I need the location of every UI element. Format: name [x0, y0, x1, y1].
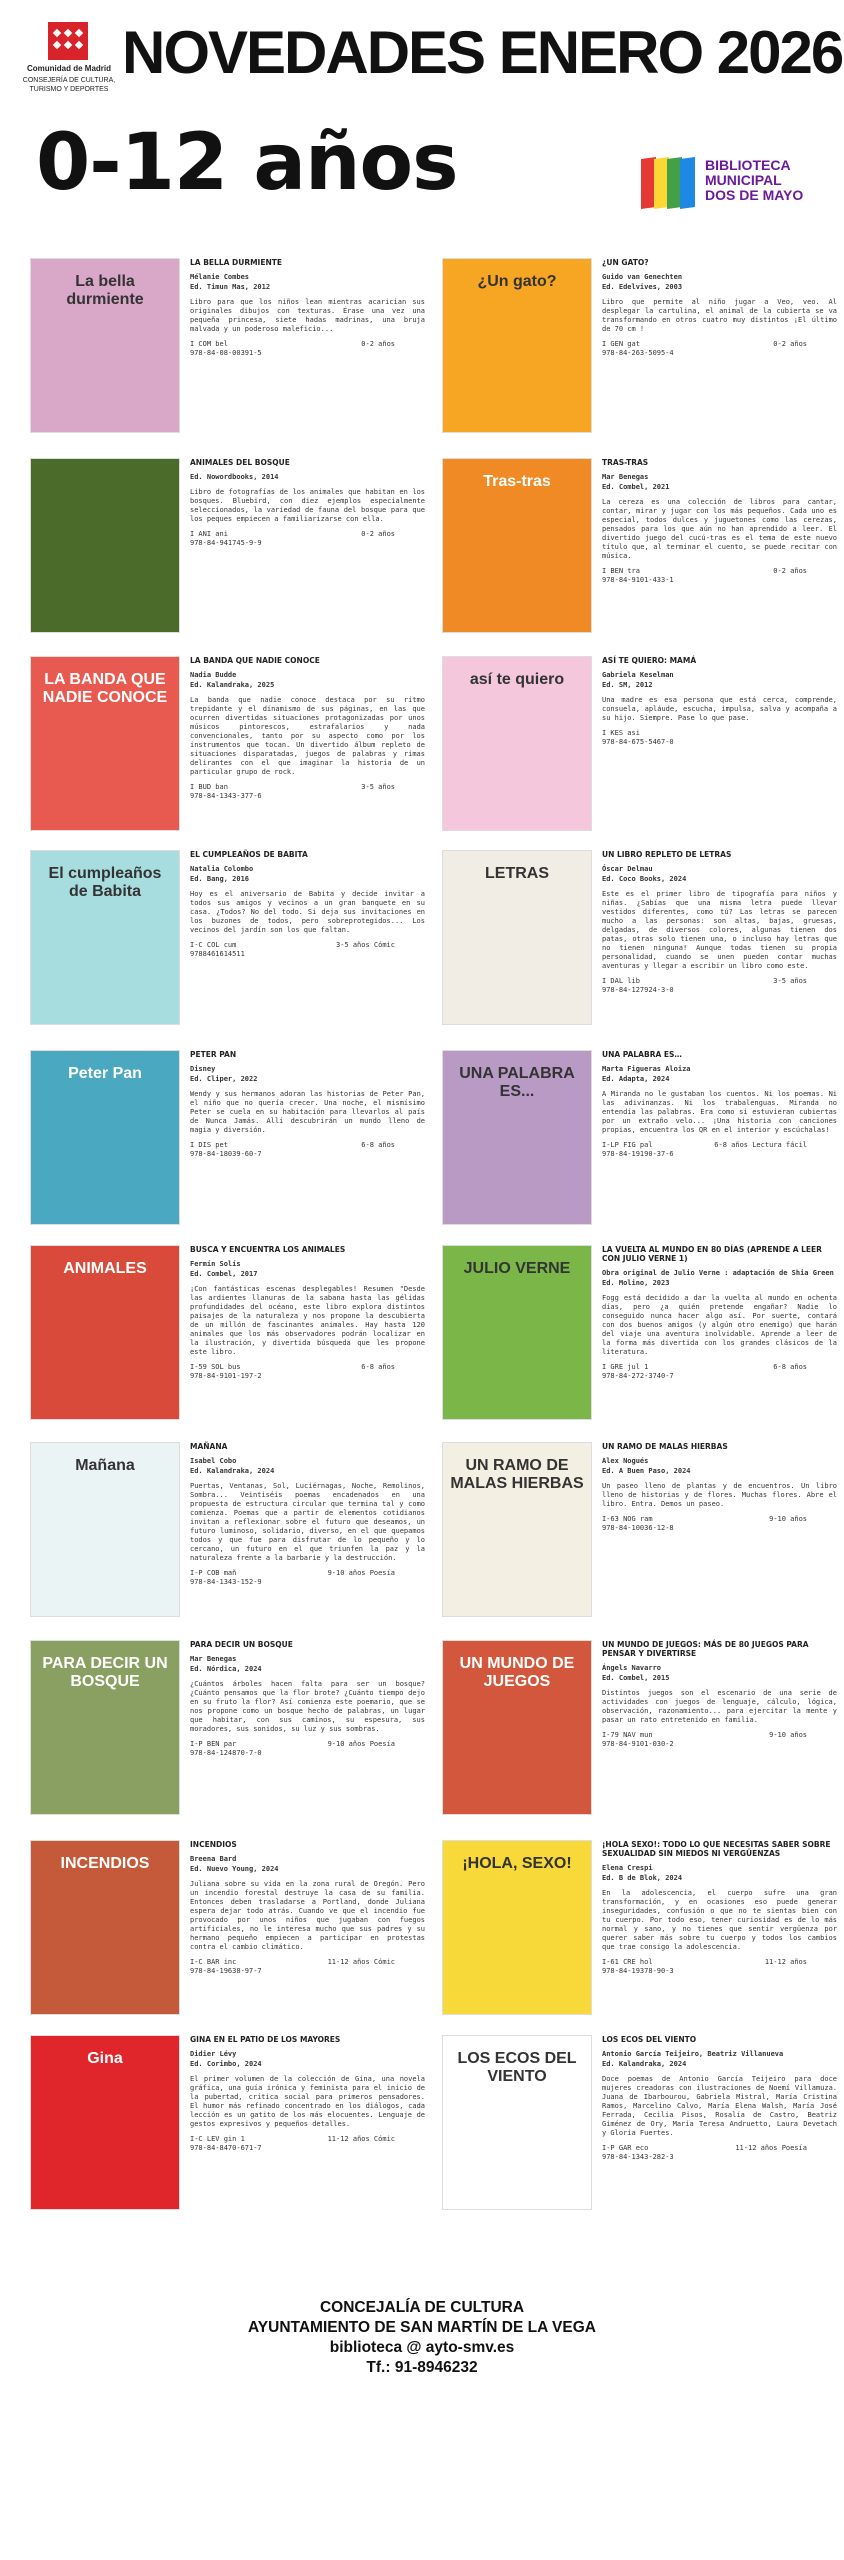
book-info	[602, 850, 837, 995]
book-age: 9-10 años Poesía	[327, 1740, 395, 1748]
book-description: Un paseo lleno de plantas y de encuentros. Un libro lleno de historias y de flores. Muchas flores. Abre el libro. Entra. Demos un paseo.	[602, 1482, 837, 1508]
book-info	[190, 1245, 425, 1381]
book-signature: I-C COL cum	[190, 941, 237, 949]
book-entry	[30, 458, 430, 643]
book-description: Libro de fotografías de los animales que habitan en los bosques. Bluebird, con diez ejemplos especialmente seleccionados, la variedad de fauna del bosque para que los peques empiecen a familiarizarse con ella.	[190, 488, 425, 523]
book-info	[190, 258, 425, 358]
book-cover	[442, 458, 592, 633]
book-signature: I BUD ban	[190, 783, 228, 791]
book-entry	[30, 1050, 430, 1235]
book-entry	[30, 2035, 430, 2220]
cover-title: Peter Pan	[68, 1065, 142, 1082]
book-info	[190, 1640, 425, 1758]
book-info	[602, 1840, 837, 1976]
book-description: Puertas, Ventanas, Sol, Luciérnagas, Noche, Remolinos, Sombra... Veintiséis poemas encadenados en una propuesta de estructura circular que termina tal y como comienza. Poemas que a partir de elementos cotidianos invitan a reflexionar sobre el futuro que deseamos, un futuro luminoso, solidario, diverso, en el que quepamos todos y que fue para disfrutar de lo pequeño y lo cercano, un futuro en el que triunfen la paz y la naturaleza frente a la barbarie y la destrucción.	[190, 1482, 425, 1562]
cover-title: UNA PALABRA ES...	[459, 1065, 575, 1100]
book-isbn: 9788461614511	[190, 950, 245, 958]
book-description: Este es el primer libro de tipografía para niños y niñas. ¿Sabías que una misma letra puede llevar vestidos diferentes, como tú? Las letras se parecen mucho a las personas: son altas, bajas, gruesas, delgadas, de diversos colores, algunas tienen dos patas, otras solo tienen una, o incluso hay letras que no tienen ninguna! Aunque todas tienen su propia personalidad, cuando se unen pueden contar muchas aventuras y llegar a escribir un libro como este.	[602, 890, 837, 970]
book-age: 9-10 años	[769, 1731, 807, 1739]
book-entry	[30, 850, 430, 1035]
book-title: UNA PALABRA ES…	[602, 1050, 682, 1059]
book-edition: Ed. Adapta, 2024	[602, 1075, 670, 1083]
book-cover	[442, 1442, 592, 1617]
comunidad-madrid-logo	[14, 22, 124, 112]
book-info	[602, 458, 837, 585]
book-author: Mar Benegas	[602, 473, 649, 481]
book-isbn: 978-84-9101-197-2	[190, 1372, 262, 1380]
book-signature: I-C LEV gin 1	[190, 2135, 245, 2143]
book-author: Nadia Budde	[190, 671, 237, 679]
book-entry	[442, 1442, 842, 1627]
book-author: Mélanie Combes	[190, 273, 250, 281]
book-author: Didier Lévy	[190, 2050, 237, 2058]
book-description: Distintos juegos son el escenario de una serie de actividades con juegos de lenguaje, cálculo, lógica, observación, razonamiento... para ejercitar la mente y pasar un rato entretenido en familia.	[602, 1689, 837, 1724]
book-age: 0-2 años	[361, 530, 395, 538]
cover-title: El cumpleaños de Babita	[48, 865, 162, 900]
book-age: 3-5 años	[361, 783, 395, 791]
book-signature: I-P COB mañ	[190, 1569, 237, 1577]
book-cover	[442, 1050, 592, 1225]
book-cover	[30, 1050, 180, 1225]
book-isbn: 978-84-941745-9-9	[190, 539, 262, 547]
book-cover	[30, 1245, 180, 1420]
book-author: Breena Bard	[190, 1855, 237, 1863]
cover-title: así te quiero	[469, 671, 565, 688]
book-entry	[442, 656, 842, 841]
book-description: A Miranda no le gustaban los cuentos. Ni los poemas. Ni las adivinanzas. Ni los trabalenguas. Miranda no entendía las palabras. Era como si estuvieran cubiertas por un extraño velo... ¡Una historia con canciones propias, encuentra los QR en el interior y escúchalas!	[602, 1090, 837, 1134]
book-signature: I-P GAR eco	[602, 2144, 649, 2152]
book-entry	[30, 1442, 430, 1627]
book-isbn: 978-84-1343-152-9	[190, 1578, 262, 1586]
library-logo	[639, 154, 819, 212]
book-entry	[442, 2035, 842, 2220]
book-cover	[442, 1245, 592, 1420]
book-isbn: 978-84-9101-433-1	[602, 576, 674, 584]
book-info	[190, 1050, 425, 1159]
cover-title: Mañana	[75, 1457, 135, 1474]
book-title: ANIMALES DEL BOSQUE	[190, 458, 290, 467]
book-author: Antonio García Teijeiro, Beatriz Villanueva	[602, 2050, 784, 2058]
book-title: LA BANDA QUE NADIE CONOCE	[190, 656, 320, 665]
cover-title: INCENDIOS	[60, 1855, 150, 1872]
book-edition: Ed. Combel, 2017	[190, 1270, 258, 1278]
book-age: 6-8 años Lectura fácil	[714, 1141, 807, 1149]
book-age: 11-12 años Cómic	[327, 1958, 395, 1966]
book-edition: Ed. Edelvives, 2003	[602, 283, 683, 291]
book-signature: I-P BEN par	[190, 1740, 237, 1748]
book-entry	[442, 258, 842, 443]
book-description: El primer volumen de la colección de Gina, una novela gráfica, una guía irónica y feminista para el inicio de la pubertad, crítica social para primeros pensadores. El humor más refinado concentrado en los diálogos, cada lección es un gatito de los más elocuentes. Lenguaje de gestos expresivos y pequeños detalles.	[190, 2075, 425, 2128]
book-title: UN MUNDO DE JUEGOS: MÁS DE 80 JUEGOS PARA PENSAR Y DIVERTIRSE	[602, 1640, 809, 1658]
book-age: 0-2 años	[773, 340, 807, 348]
book-age: 9-10 años	[769, 1515, 807, 1523]
library-books-icon	[639, 154, 701, 212]
book-title: UN LIBRO REPLETO DE LETRAS	[602, 850, 732, 859]
madrid-logo-name: Comunidad de Madrid	[27, 64, 111, 73]
book-author: Marta Figueras Aloiza	[602, 1065, 691, 1073]
book-edition: Ed. Nórdica, 2024	[190, 1665, 262, 1673]
library-name: BIBLIOTECA MUNICIPAL DOS DE MAYO	[705, 157, 804, 203]
book-description: Libro para que los niños lean mientras acarician sus originales dibujos con texturas. Érase una vez una pequeña princesa, siete hadas madrinas, una bruja malvada y un poderoso maleficio...	[190, 298, 425, 333]
book-entry	[30, 1640, 430, 1825]
book-author: Óscar Delmau	[602, 865, 653, 873]
book-edition: Ed. Coco Books, 2024	[602, 875, 687, 883]
book-age: 6-8 años	[361, 1141, 395, 1149]
book-cover	[30, 1840, 180, 2015]
book-cover	[30, 2035, 180, 2210]
book-edition: Ed. Timun Mas, 2012	[190, 283, 271, 291]
book-info	[602, 1442, 837, 1533]
book-signature: I DAL lib	[602, 977, 640, 985]
book-info	[190, 1840, 425, 1976]
book-signature: I DIS pet	[190, 1141, 228, 1149]
cover-title: LETRAS	[485, 865, 549, 882]
book-info	[602, 656, 837, 747]
cover-title: La bella durmiente	[66, 273, 144, 308]
book-isbn: 978-84-675-5467-0	[602, 738, 674, 746]
book-description: Hoy es el aniversario de Babita y decide invitar a todos sus amigos y vecinos a un gran banquete en su casa. ¿Todos? No del todo. Si deja sus invitaciones en los buzones de todos, pero sobreprotegidos... Los vecinos del jardín son los que faltan.	[190, 890, 425, 934]
book-title: UN RAMO DE MALAS HIERBAS	[602, 1442, 728, 1451]
book-description: Juliana sobre su vida en la zona rural de Oregón. Pero un incendio forestal destruye la casa de su familia. Entonces deben trasladarse a Portland, donde Juliana espera dejar todo atrás. Cuando ve que el incendio fue provocado por unos niños que jugaban con fuegos artificiales, no le interesa mucho que sus padres y su hermano pequeño empiecen a participar en protestas contra el cambio climático.	[190, 1880, 425, 1951]
book-edition: Ed. Kalandraka, 2024	[190, 1467, 275, 1475]
book-edition: Ed. Corimbo, 2024	[190, 2060, 262, 2068]
book-info	[602, 2035, 837, 2162]
cover-title: LOS ECOS DEL VIENTO	[457, 2050, 577, 2085]
cover-title: JULIO VERNE	[463, 1260, 571, 1277]
book-isbn: 978-84-18039-60-7	[190, 1150, 262, 1158]
book-title: LA BELLA DURMIENTE	[190, 258, 282, 267]
book-age: 11-12 años	[764, 1958, 807, 1966]
book-author: Alex Nogués	[602, 1457, 649, 1465]
book-cover	[30, 258, 180, 433]
book-edition: Ed. Molino, 2023	[602, 1279, 670, 1287]
book-description: Una madre es esa persona que está cerca, comprende, consuela, apláude, escucha, impulsa, salva y acompaña a su hijo. Siempre. Pase lo que pase.	[602, 696, 837, 722]
book-signature: I COM bel	[190, 340, 228, 348]
madrid-flag-icon	[48, 22, 88, 60]
book-description: ¿Cuántos árboles hacen falta para ser un bosque? ¿Cuánto pensamos que la flor brote? ¿Cuánto tiempo dejo en su fruto la flor? Así comienza este poemario, que se nos propone como un bosque hecho de palabras, un lugar que habitar, con sus caminos, su espesura, sus moradores, sus sonidos, su luz y sus sombras.	[190, 1680, 425, 1733]
book-cover	[30, 850, 180, 1025]
book-age: 0-2 años	[361, 340, 395, 348]
book-author: Guido van Genechten	[602, 273, 683, 281]
book-cover	[442, 1840, 592, 2015]
book-edition: Ed. SM, 2012	[602, 681, 653, 689]
book-signature: I KES asi	[602, 729, 640, 737]
footer-email: biblioteca @ ayto-smv.es	[329, 2339, 515, 2356]
book-cover	[442, 1640, 592, 1815]
book-isbn: 978-84-1343-377-6	[190, 792, 262, 800]
book-title: LA VUELTA AL MUNDO EN 80 DÍAS (APRENDE A LEER CON JULIO VERNE 1)	[602, 1245, 822, 1263]
header	[14, 14, 843, 214]
book-entry	[442, 1640, 842, 1825]
book-isbn: 978-84-127924-3-0	[602, 986, 674, 994]
book-title: ASÍ TE QUIERO: MAMÁ	[602, 656, 697, 665]
cover-title: UN RAMO DE MALAS HIERBAS	[450, 1457, 584, 1492]
cover-title: LA BANDA QUE NADIE CONOCE	[42, 671, 168, 706]
book-edition: Ed. Combel, 2021	[602, 483, 670, 491]
book-isbn: 978-84-263-5095-4	[602, 349, 674, 357]
book-cover	[442, 850, 592, 1025]
cover-title: UN MUNDO DE JUEGOS	[459, 1655, 575, 1690]
cover-title: ANIMALES	[63, 1260, 147, 1277]
book-info	[190, 2035, 425, 2153]
book-isbn: 978-84-19638-97-7	[190, 1967, 262, 1975]
cover-title: Gina	[87, 2050, 123, 2067]
book-age: 9-10 años Poesía	[327, 1569, 395, 1577]
age-range-heading: 0-12 años	[36, 118, 458, 208]
book-info	[602, 258, 837, 358]
book-description: ¡Con fantásticas escenas desplegables! Resumen "Desde las ardientes llanuras de la sabana hasta las gélidas profundidades del océano, este libro explora distintos paisajes de la naturaleza y nos propone la descubierta de un millón de fascinantes animales. Hay hasta 120 animales que los más observadores podrán localizar en la ilustración, y divertida búsqueda que les propone este libro.	[190, 1285, 425, 1356]
book-title: ¿UN GATO?	[602, 258, 649, 267]
book-cover	[30, 458, 180, 633]
book-author: Isabel Cobo	[190, 1457, 237, 1465]
book-author: Natalia Colombo	[190, 865, 254, 873]
book-description: Libro que permite al niño jugar a Veo, veo. Al desplegar la cartulina, el animal de la cubierta se va transformando en otros cuatro muy distintos ¡El último de 70 cm !	[602, 298, 837, 333]
book-description: Fogg está decidido a dar la vuelta al mundo en ochenta días, pero ¿a quién pretende engañar? Nadie lo conseguido nunca hacer algo así. Por suerte, contará con dos buenos amigos (y algún otro enemigo) que harán del viaje una aventura inolvidable. Aprende a leer de la forma más divertida con los grandes clásicos de la literatura.	[602, 1294, 837, 1356]
book-info	[190, 1442, 425, 1587]
book-edition: Ed. A Buen Paso, 2024	[602, 1467, 691, 1475]
book-signature: I-61 CRE hol	[602, 1958, 653, 1966]
book-cover	[442, 2035, 592, 2210]
book-title: TRAS-TRAS	[602, 458, 649, 467]
book-cover	[30, 1442, 180, 1617]
book-info	[602, 1050, 837, 1159]
book-info	[602, 1245, 837, 1381]
book-description: Wendy y sus hermanos adoran las historias de Peter Pan, el niño que no quería crecer. Una noche, el mismísimo Peter se cuela en su habitación para llevarlos al país de Nunca Jamás. Allí descubrirán un mundo lleno de magia y diversión.	[190, 1090, 425, 1134]
book-entry	[30, 1840, 430, 2025]
book-signature: I-C BAR inc	[190, 1958, 237, 1966]
book-info	[602, 1640, 837, 1749]
book-title: EL CUMPLEAÑOS DE BABITA	[190, 850, 308, 859]
book-title: ¡HOLA SEXO!: TODO LO QUE NECESITAS SABER SOBRE SEXUALIDAD SIN MIEDOS NI VERGÜENZAS	[602, 1840, 831, 1858]
book-author: Gabriela Keselman	[602, 671, 674, 679]
footer	[0, 2298, 844, 2378]
book-isbn: 978-84-124870-7-0	[190, 1749, 262, 1757]
book-isbn: 978-84-8470-671-7	[190, 2144, 262, 2152]
book-edition: Ed. Nowordbooks, 2014	[190, 473, 279, 481]
book-description: La cereza es una colección de libros para cantar, contar, mirar y jugar con los más pequeños. Cada uno es especial, todos dulces y juguetones como las cerezas, pensados para los que aún no han aprendido a leer. El divertido juego del cucú-tras es el tema de este nuevo título que, al terminar el cuento, se puede recitar con música.	[602, 498, 837, 560]
book-entry	[30, 258, 430, 443]
footer-council: AYUNTAMIENTO DE SAN MARTÍN DE LA VEGA	[248, 2319, 596, 2336]
book-signature: I BEN tra	[602, 567, 640, 575]
book-info	[190, 656, 425, 801]
book-edition: Ed. Combel, 2015	[602, 1674, 670, 1682]
book-title: LOS ECOS DEL VIENTO	[602, 2035, 697, 2044]
book-title: INCENDIOS	[190, 1840, 237, 1849]
book-title: MAÑANA	[190, 1442, 228, 1451]
book-title: GINA EN EL PATIO DE LOS MAYORES	[190, 2035, 341, 2044]
book-title: BUSCA Y ENCUENTRA LOS ANIMALES	[190, 1245, 346, 1254]
book-entry	[442, 1245, 842, 1430]
page-title: NOVEDADES ENERO 2026	[122, 19, 843, 86]
book-title: PETER PAN	[190, 1050, 237, 1059]
book-entry	[442, 1050, 842, 1235]
cover-title: ¡HOLA, SEXO!	[462, 1855, 572, 1872]
book-isbn: 978-84-272-3740-7	[602, 1372, 674, 1380]
book-entry	[30, 1245, 430, 1430]
footer-department: CONCEJALÍA DE CULTURA	[319, 2299, 525, 2316]
book-description: En la adolescencia, el cuerpo sufre una gran transformación, y en ocasiones eso puede generar inseguridades, confusión o que no te sientas bien con tu cuerpo. Por todo eso, tener curiosidad es de lo más normal y sano, y no tienes que sentir vergüenza por querer saber más sobre tu cuerpo y todos los cambios que trae consigo la adolescencia.	[602, 1889, 837, 1951]
book-signature: I GEN gat	[602, 340, 640, 348]
book-info	[190, 850, 425, 959]
book-cover	[442, 656, 592, 831]
book-edition: Ed. Bang, 2016	[190, 875, 250, 883]
book-isbn: 978-84-1343-282-3	[602, 2153, 674, 2161]
book-author: Disney	[190, 1065, 216, 1073]
footer-phone: Tf.: 91-8946232	[366, 2359, 478, 2376]
book-author: Fermín Solís	[190, 1260, 241, 1268]
cover-title: ¿Un gato?	[477, 273, 557, 290]
book-age: 11-12 años Cómic	[327, 2135, 395, 2143]
book-signature: I-79 NAV mun	[602, 1731, 653, 1739]
book-signature: I-LP FIG pal	[602, 1141, 653, 1149]
book-author: Elena Crespi	[602, 1864, 653, 1872]
book-isbn: 978-84-19190-37-6	[602, 1150, 674, 1158]
book-signature: I-63 NOG ram	[602, 1515, 653, 1523]
book-cover	[30, 1640, 180, 1815]
book-signature: I-59 SOL bus	[190, 1363, 241, 1371]
book-edition: Ed. Kalandraka, 2025	[190, 681, 275, 689]
book-edition: Ed. Cliper, 2022	[190, 1075, 258, 1083]
book-age: 3-5 años Cómic	[335, 941, 395, 949]
book-title: PARA DECIR UN BOSQUE	[190, 1640, 293, 1649]
book-author: Mar Benegas	[190, 1655, 237, 1663]
book-entry	[30, 656, 430, 841]
book-isbn: 978-84-10036-12-8	[602, 1524, 674, 1532]
book-edition: Ed. Nuevo Young, 2024	[190, 1865, 279, 1873]
book-edition: Ed. B de Blok, 2024	[602, 1874, 683, 1882]
book-edition: Ed. Kalandraka, 2024	[602, 2060, 687, 2068]
book-entry	[442, 1840, 842, 2025]
book-isbn: 978-84-9101-030-2	[602, 1740, 674, 1748]
book-isbn: 978-84-08-00391-5	[190, 349, 262, 357]
book-description: La banda que nadie conoce destaca por su ritmo trepidante y el dinamismo de sus páginas, en las que ocurren divertidas situaciones protagonizadas por unos músicos pintorescos, estrafalarios y nada convencionales, tanto por su aspecto como por los instrumentos que tocan. Un divertido álbum repleto de situaciones disparatadas, juegos de palabras y rimas delirantes con el que imaginar la historia de un particular grupo de rock.	[190, 696, 425, 776]
book-signature: I ANI ani	[190, 530, 228, 538]
book-age: 0-2 años	[773, 567, 807, 575]
book-age: 6-8 años	[361, 1363, 395, 1371]
book-age: 6-8 años	[773, 1363, 807, 1371]
book-author: Obra original de Julio Verne : adaptación de Shia Green	[602, 1269, 834, 1277]
book-signature: I GRE jul 1	[602, 1363, 649, 1371]
book-isbn: 978-84-19378-90-3	[602, 1967, 674, 1975]
madrid-logo-department: CONSEJERÍA DE CULTURA, TURISMO Y DEPORTES	[22, 77, 116, 93]
book-age: 3-5 años	[773, 977, 807, 985]
cover-title: PARA DECIR UN BOSQUE	[42, 1655, 168, 1690]
book-cover	[30, 656, 180, 831]
book-author: Ángels Navarro	[602, 1664, 662, 1672]
book-entry	[442, 458, 842, 643]
book-cover	[442, 258, 592, 433]
cover-title: Tras-tras	[483, 473, 551, 490]
book-entry	[442, 850, 842, 1035]
book-info	[190, 458, 425, 548]
book-description: Doce poemas de Antonio García Teijeiro para doce mujeres creadoras con ilustraciones de Noemí Villamuza. Juana de Ibarbourou, Gabriela Mistral, María Cristina Ramos, Marcelino Calvo, María Elena Walsh, María José Ferrada, Cecilia Pisos, Rosalía de Castro, Beatriz Giménez de Ory, María Teresa Andruetto, Laura Devetach y Gloria Fuertes.	[602, 2075, 837, 2137]
book-age: 11-12 años Poesía	[735, 2144, 807, 2152]
